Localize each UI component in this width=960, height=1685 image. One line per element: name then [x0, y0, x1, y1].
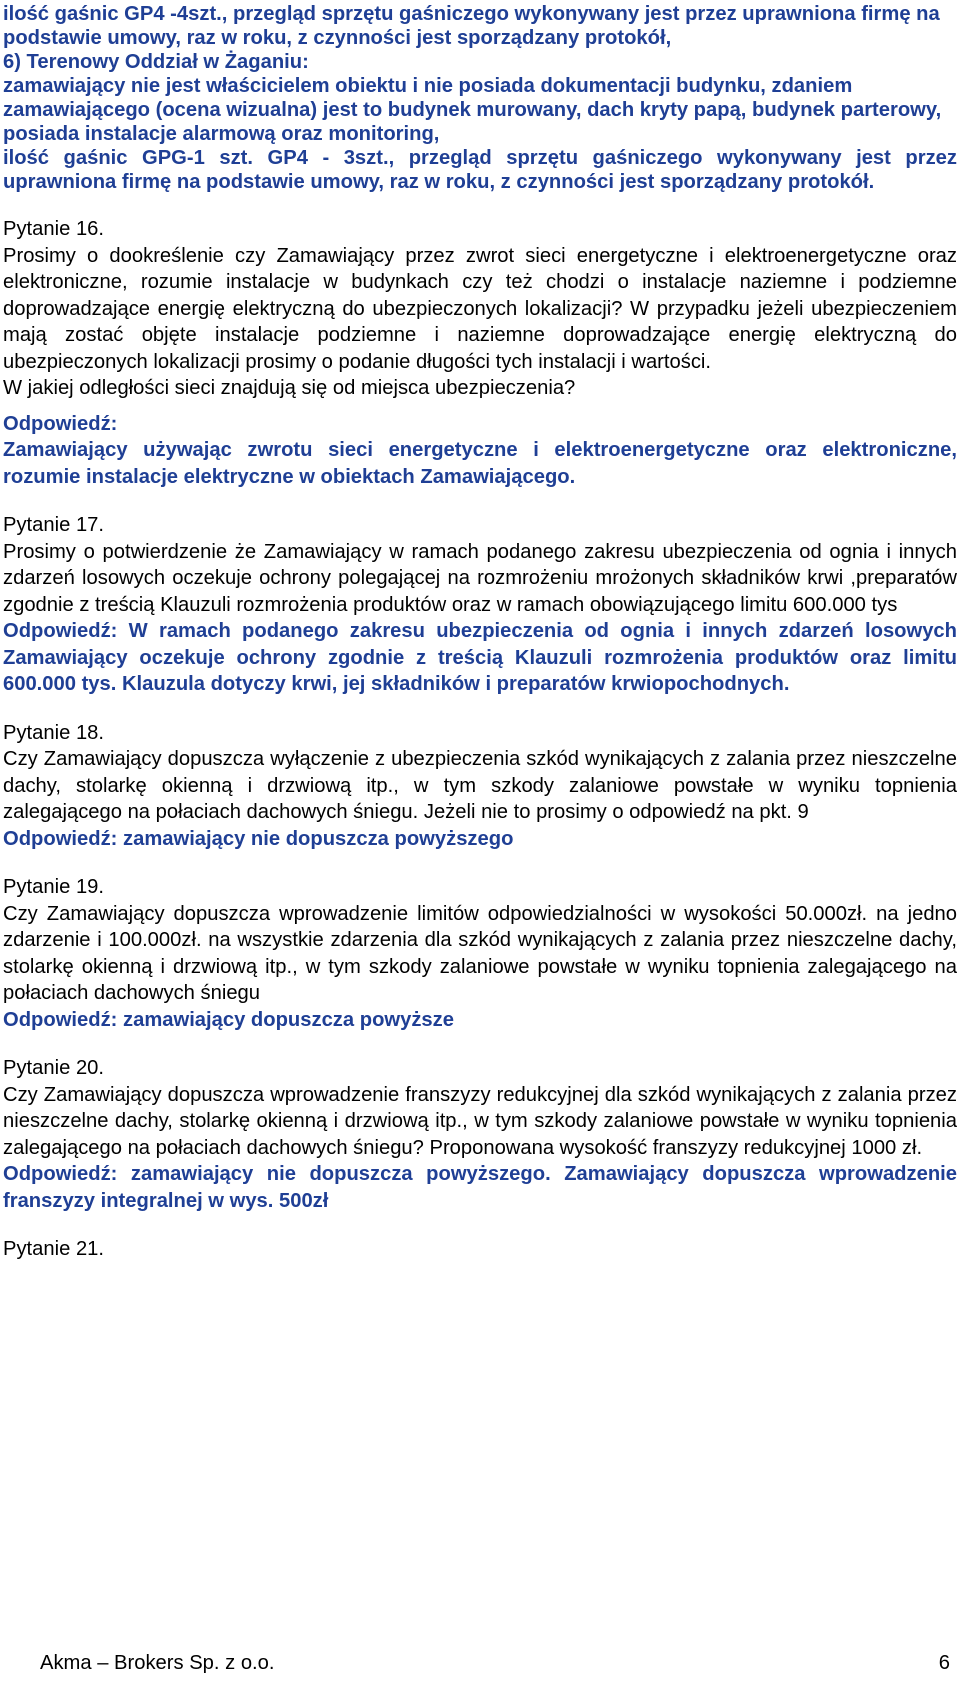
page-number: 6	[938, 1652, 950, 1674]
q20-answer: Odpowiedź: zamawiający nie dopuszcza powyższego. Zamawiający dopuszcza wprowadzenie franszyzy integralnej w wys. 500zł	[3, 1163, 957, 1212]
intro-gasnice-line: ilość gaśnic GP4 -4szt., przegląd sprzętu gaśniczego wykonywany jest przez uprawniona firmę na podstawie umowy, raz w roku, z czynności jest sporządzany protokół,	[3, 3, 940, 49]
q16-text-2: W jakiej odległości sieci znajdują się od miejsca ubezpieczenia?	[3, 377, 576, 399]
intro-gasnice-text: ilość gaśnic GPG-1 szt. GP4 - 3szt., przegląd sprzętu gaśniczego wykonywany jest przez uprawniona firmę na podstawie umowy, raz w roku, z czynności jest sporządzany protokół.	[3, 147, 957, 193]
q17-text: Prosimy o potwierdzenie że Zamawiający w ramach podanego zakresu ubezpieczenia od ognia i innych zdarzeń losowych oczekuje ochrony polegającej na rozmrożeniu mrożonych składników krwi ,preparatów zgodnie z treścią Klauzuli rozmrożenia produktów oraz w ramach obowiązującego limitu 600.000 tys	[3, 540, 957, 616]
q16-answer-label: Odpowiedź:	[3, 412, 118, 435]
q17-answer: Odpowiedź: W ramach podanego zakresu ubezpieczenia od ognia i innych zdarzeń losowych Zamawiający oczekuje ochrony zgodnie z treścią Klauzuli rozmrożenia produktów oraz limitu 600.000 tys. Klauzula dotyczy krwi, jej składników i preparatów krwiopochodnych.	[3, 620, 957, 695]
q20-title: Pytanie 20.	[3, 1057, 105, 1079]
q19-title: Pytanie 19.	[3, 876, 105, 898]
q18-title: Pytanie 18.	[3, 721, 105, 744]
intro-building-text: zamawiający nie jest właścicielem obiektu i nie posiada dokumentacji budynku, zdaniem zamawiającego (ocena wizualna) jest to budynek murowany, dach kryty papą, budynek parterowy, posiada instalacje alarmową oraz monitoring,	[3, 75, 942, 145]
q18-answer: Odpowiedź: zamawiający nie dopuszcza powyższego	[3, 827, 514, 850]
q19-answer: Odpowiedź: zamawiający dopuszcza powyższe	[3, 1008, 454, 1031]
page-footer	[40, 1652, 950, 1675]
q19-text: Czy Zamawiający dopuszcza wprowadzenie limitów odpowiedzialności w wysokości 50.000zł. na jedno zdarzenie i 100.000zł. na wszystkie zdarzenia dla szkód wynikających z zalania przez nieszczelne dachy, stolarkę okienną i drzwiową itp., w tym szkody zalaniowe powstałe w wyniku topnienia zalegającego na połaciach dachowych śniegu	[3, 902, 957, 1004]
q20-text: Czy Zamawiający dopuszcza wprowadzenie franszyzy redukcyjnej dla szkód wynikających z zalania przez nieszczelne dachy, stolarkę okienną i drzwiową itp., w tym szkody zalaniowe powstałe w wyniku topnienia zalegającego na połaciach dachowych śniegu? Proponowana wysokość franszyzy redukcyjnej 1000 zł.	[3, 1083, 957, 1159]
q17-title: Pytanie 17.	[3, 514, 105, 536]
document-page	[3, 2, 957, 1263]
intro-oddzial-heading: 6) Terenowy Oddział w Żaganiu:	[3, 51, 309, 73]
q16-answer: Zamawiający używając zwrotu sieci energetyczne i elektroenergetyczne oraz elektroniczne, rozumie instalacje elektryczne w obiektach Zamawiającego.	[3, 439, 957, 488]
q18-text: Czy Zamawiający dopuszcza wyłączenie z ubezpieczenia szkód wynikających z zalania przez nieszczelne dachy, stolarkę okienną i drzwiową itp., w tym szkody zalaniowe powstałe w wyniku topnienia zalegającego na połaciach dachowych śniegu. Jeżeli nie to prosimy o odpowiedź na pkt. 9	[3, 748, 957, 823]
footer-company: Akma – Brokers Sp. z o.o.	[40, 1652, 275, 1674]
q16-title: Pytanie 16.	[3, 218, 105, 240]
q21-title: Pytanie 21.	[3, 1238, 105, 1260]
q16-text: Prosimy o dookreślenie czy Zamawiający przez zwrot sieci energetyczne i elektroenergetyczne oraz elektroniczne, rozumie instalacje w budynkach czy też chodzi o instalacje naziemne i podziemne doprowadzające energię elektryczną do ubezpieczonych lokalizacji? W przypadku jeżeli ubezpieczeniem mają zostać objęte instalacje podziemne i naziemne doprowadzające energię elektryczną do ubezpieczonych lokalizacji prosimy o podanie długości tych instalacji i wartości.	[3, 244, 957, 373]
